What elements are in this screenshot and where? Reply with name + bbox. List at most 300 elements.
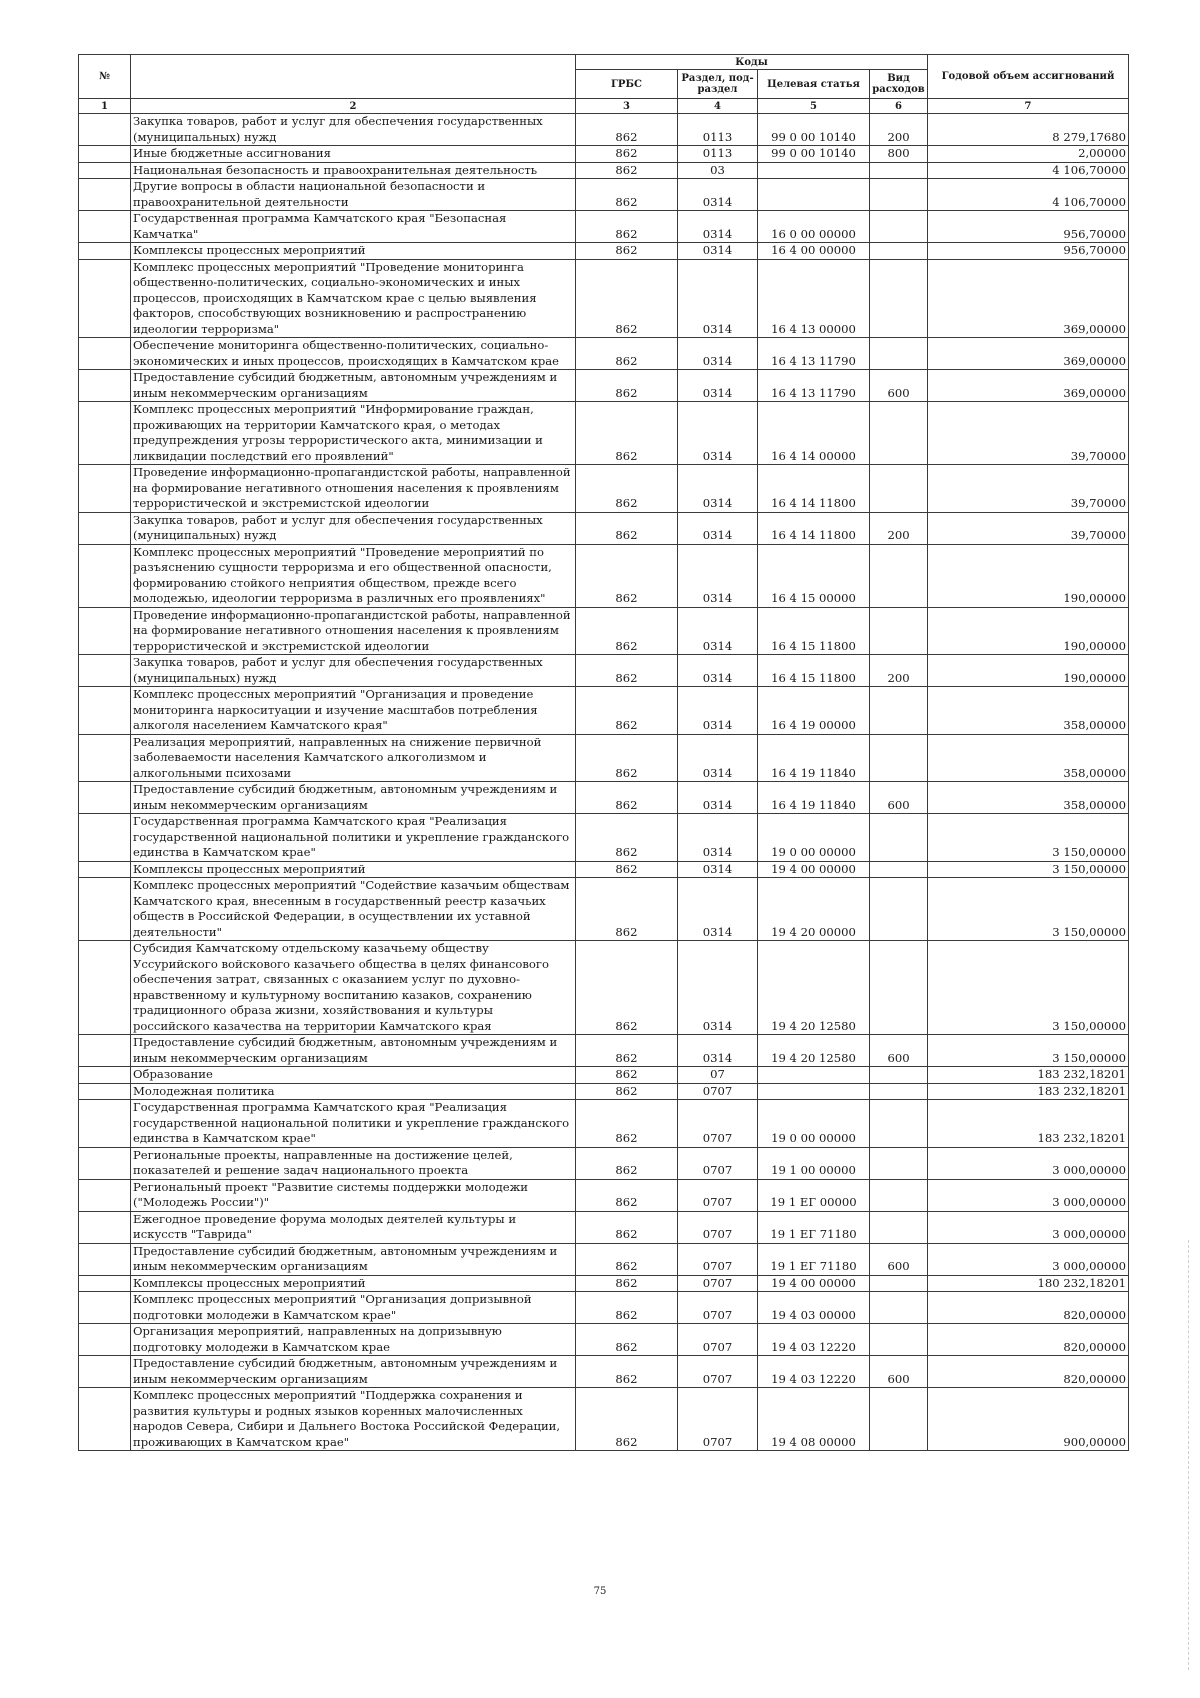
cell-vr: 600 (870, 1356, 928, 1388)
cell-cs: 19 0 00 00000 (758, 1100, 870, 1148)
cell-grbs: 862 (576, 544, 678, 607)
cell-name: Организация мероприятий, направленных на допризывную подготовку молодежи в Камчатском крае (131, 1324, 576, 1356)
cell-name: Комплекс процессных мероприятий "Проведение мониторинга общественно-политических, социально-экономических и иных процессов, происходящих в Камчатском крае с целью выявления факторов, способствующих возникновению и распространению идеологии терроризма" (131, 259, 576, 338)
cell-grbs: 862 (576, 734, 678, 782)
cell-vr (870, 402, 928, 465)
cell-razdel: 0707 (678, 1324, 758, 1356)
cell-vr: 600 (870, 1243, 928, 1275)
table-row (79, 512, 1129, 544)
cell-cs: 19 4 00 00000 (758, 1275, 870, 1292)
cell-vr (870, 607, 928, 655)
cell-number (79, 465, 131, 513)
cell-number (79, 402, 131, 465)
table-row (79, 1147, 1129, 1179)
cell-grbs: 862 (576, 941, 678, 1035)
cell-number (79, 1324, 131, 1356)
cell-cs: 16 4 13 11790 (758, 370, 870, 402)
cell-sum: 358,00000 (928, 734, 1129, 782)
table-row (79, 402, 1129, 465)
cell-name: Предоставление субсидий бюджетным, автономным учреждениям и иным некоммерческим организациям (131, 782, 576, 814)
cell-number (79, 1356, 131, 1388)
header-number: № (79, 55, 131, 99)
cell-sum: 3 150,00000 (928, 861, 1129, 878)
cell-razdel: 0707 (678, 1356, 758, 1388)
table-row (79, 1067, 1129, 1084)
cell-cs: 16 4 00 00000 (758, 243, 870, 260)
col-number-5: 5 (758, 99, 870, 114)
cell-grbs: 862 (576, 1324, 678, 1356)
cell-name: Образование (131, 1067, 576, 1084)
cell-sum: 900,00000 (928, 1388, 1129, 1451)
cell-grbs: 862 (576, 1356, 678, 1388)
cell-cs: 19 1 ЕГ 71180 (758, 1211, 870, 1243)
cell-grbs: 862 (576, 1243, 678, 1275)
table-header (79, 55, 1129, 114)
cell-razdel: 0314 (678, 782, 758, 814)
table-row (79, 211, 1129, 243)
cell-name: Субсидия Камчатскому отдельскому казачьему обществу Уссурийского войскового казачьего общества в целях финансового обеспечения затрат, связанных с оказанием услуг по духовно-нравственному и культурному воспитанию казаков, сохранению традиционного образа жизни, хозяйствования и культуры российского казачества на территории Камчатского края (131, 941, 576, 1035)
table-row (79, 1100, 1129, 1148)
cell-sum: 2,00000 (928, 146, 1129, 163)
cell-razdel: 0113 (678, 146, 758, 163)
cell-grbs: 862 (576, 814, 678, 862)
cell-cs: 99 0 00 10140 (758, 146, 870, 163)
cell-name: Другие вопросы в области национальной безопасности и правоохранительной деятельности (131, 179, 576, 211)
table-row (79, 1243, 1129, 1275)
cell-name: Проведение информационно-пропагандистской работы, направленной на формирование негативного отношения населения к проявлениям террористической и экстремистской идеологии (131, 465, 576, 513)
table-row (79, 1211, 1129, 1243)
header-razdel: Раздел, под-раздел (678, 70, 758, 99)
table-row (79, 734, 1129, 782)
cell-razdel: 07 (678, 1067, 758, 1084)
cell-cs: 16 4 13 11790 (758, 338, 870, 370)
cell-sum: 3 000,00000 (928, 1243, 1129, 1275)
cell-grbs: 862 (576, 211, 678, 243)
cell-razdel: 0314 (678, 512, 758, 544)
cell-razdel: 0707 (678, 1275, 758, 1292)
cell-sum: 3 000,00000 (928, 1211, 1129, 1243)
cell-razdel: 0314 (678, 814, 758, 862)
cell-number (79, 734, 131, 782)
cell-vr: 200 (870, 114, 928, 146)
table-row (79, 465, 1129, 513)
cell-number (79, 179, 131, 211)
cell-razdel: 0707 (678, 1100, 758, 1148)
cell-cs: 16 4 15 11800 (758, 607, 870, 655)
cell-razdel: 0314 (678, 734, 758, 782)
table-row (79, 687, 1129, 735)
cell-name: Закупка товаров, работ и услуг для обеспечения государственных (муниципальных) нужд (131, 655, 576, 687)
cell-vr (870, 878, 928, 941)
cell-vr (870, 243, 928, 260)
cell-name: Комплексы процессных мероприятий (131, 1275, 576, 1292)
header-codes: Коды (576, 55, 928, 70)
cell-cs: 19 4 20 12580 (758, 941, 870, 1035)
cell-vr (870, 687, 928, 735)
cell-sum: 39,70000 (928, 512, 1129, 544)
cell-sum: 190,00000 (928, 607, 1129, 655)
cell-vr (870, 544, 928, 607)
cell-vr (870, 338, 928, 370)
cell-grbs: 862 (576, 1292, 678, 1324)
table-row (79, 782, 1129, 814)
cell-grbs: 862 (576, 607, 678, 655)
cell-vr: 800 (870, 146, 928, 163)
cell-number (79, 211, 131, 243)
cell-vr (870, 211, 928, 243)
col-number-4: 4 (678, 99, 758, 114)
table-row (79, 607, 1129, 655)
cell-cs: 19 4 03 00000 (758, 1292, 870, 1324)
table-row (79, 1179, 1129, 1211)
cell-sum: 3 150,00000 (928, 814, 1129, 862)
budget-table (78, 54, 1129, 1451)
table-body (79, 114, 1129, 1451)
cell-cs: 99 0 00 10140 (758, 114, 870, 146)
cell-cs (758, 1083, 870, 1100)
cell-name: Закупка товаров, работ и услуг для обеспечения государственных (муниципальных) нужд (131, 512, 576, 544)
cell-vr (870, 1179, 928, 1211)
cell-grbs: 862 (576, 878, 678, 941)
cell-razdel: 0707 (678, 1211, 758, 1243)
cell-grbs: 862 (576, 1083, 678, 1100)
cell-razdel: 0314 (678, 941, 758, 1035)
header-cs: Целевая статья (758, 70, 870, 99)
cell-razdel: 0314 (678, 402, 758, 465)
cell-cs: 16 4 19 11840 (758, 734, 870, 782)
cell-grbs: 862 (576, 338, 678, 370)
table-row (79, 1388, 1129, 1451)
cell-number (79, 512, 131, 544)
cell-vr: 200 (870, 512, 928, 544)
cell-cs: 19 4 08 00000 (758, 1388, 870, 1451)
cell-grbs: 862 (576, 146, 678, 163)
cell-name: Государственная программа Камчатского края "Реализация государственной национальной политики и укрепление гражданского единства в Камчатском крае" (131, 1100, 576, 1148)
cell-name: Государственная программа Камчатского края "Реализация государственной национальной политики и укрепление гражданского единства в Камчатском крае" (131, 814, 576, 862)
cell-grbs: 862 (576, 512, 678, 544)
cell-vr (870, 162, 928, 179)
cell-cs: 16 4 19 11840 (758, 782, 870, 814)
cell-sum: 39,70000 (928, 402, 1129, 465)
cell-vr (870, 814, 928, 862)
cell-cs: 16 4 15 11800 (758, 655, 870, 687)
cell-sum: 3 000,00000 (928, 1179, 1129, 1211)
cell-name: Предоставление субсидий бюджетным, автономным учреждениям и иным некоммерческим организациям (131, 1356, 576, 1388)
cell-vr (870, 1324, 928, 1356)
cell-number (79, 941, 131, 1035)
cell-sum: 820,00000 (928, 1292, 1129, 1324)
cell-cs: 19 4 03 12220 (758, 1324, 870, 1356)
table-row (79, 1356, 1129, 1388)
cell-cs: 16 4 14 11800 (758, 512, 870, 544)
cell-vr (870, 941, 928, 1035)
cell-sum: 820,00000 (928, 1324, 1129, 1356)
col-number-7: 7 (928, 99, 1129, 114)
cell-grbs: 862 (576, 402, 678, 465)
cell-vr (870, 179, 928, 211)
table-row (79, 179, 1129, 211)
cell-razdel: 0314 (678, 259, 758, 338)
cell-number (79, 162, 131, 179)
cell-number (79, 861, 131, 878)
cell-razdel: 0314 (678, 179, 758, 211)
cell-razdel: 0314 (678, 211, 758, 243)
cell-razdel: 0314 (678, 655, 758, 687)
table-row (79, 1292, 1129, 1324)
table-row (79, 861, 1129, 878)
cell-number (79, 1083, 131, 1100)
cell-vr (870, 734, 928, 782)
cell-number (79, 544, 131, 607)
cell-number (79, 1292, 131, 1324)
cell-sum: 180 232,18201 (928, 1275, 1129, 1292)
cell-sum: 369,00000 (928, 338, 1129, 370)
cell-cs: 19 0 00 00000 (758, 814, 870, 862)
cell-grbs: 862 (576, 1035, 678, 1067)
table-row (79, 1275, 1129, 1292)
cell-vr (870, 1292, 928, 1324)
cell-number (79, 114, 131, 146)
table-row (79, 544, 1129, 607)
scan-edge-mark (1188, 1240, 1190, 1670)
cell-razdel: 0707 (678, 1179, 758, 1211)
cell-cs: 16 4 14 00000 (758, 402, 870, 465)
cell-number (79, 259, 131, 338)
page-number: 75 (593, 1586, 607, 1597)
cell-sum: 358,00000 (928, 687, 1129, 735)
table-row (79, 655, 1129, 687)
cell-grbs: 862 (576, 687, 678, 735)
cell-sum: 358,00000 (928, 782, 1129, 814)
cell-name: Комплекс процессных мероприятий "Информирование граждан, проживающих на территории Камчатского края, о методах предупреждения угрозы террористического акта, минимизации и ликвидации последствий его проявлений" (131, 402, 576, 465)
cell-number (79, 1035, 131, 1067)
cell-name: Комплекс процессных мероприятий "Содействие казачьим обществам Камчатского края, внесенным в государственный реестр казачьих обществ в Российской Федерации, в осуществлении их уставной деятельности" (131, 878, 576, 941)
table-row (79, 1035, 1129, 1067)
cell-sum: 8 279,17680 (928, 114, 1129, 146)
cell-cs: 16 4 19 00000 (758, 687, 870, 735)
cell-vr: 600 (870, 370, 928, 402)
cell-cs (758, 162, 870, 179)
cell-sum: 4 106,70000 (928, 179, 1129, 211)
cell-cs (758, 179, 870, 211)
cell-vr (870, 1083, 928, 1100)
cell-grbs: 862 (576, 782, 678, 814)
table-row (79, 338, 1129, 370)
cell-grbs: 862 (576, 179, 678, 211)
cell-name: Иные бюджетные ассигнования (131, 146, 576, 163)
cell-grbs: 862 (576, 1100, 678, 1148)
table-row (79, 146, 1129, 163)
cell-number (79, 1275, 131, 1292)
cell-vr (870, 1147, 928, 1179)
header-column-numbers (79, 99, 1129, 114)
cell-name: Комплекс процессных мероприятий "Проведение мероприятий по разъяснению сущности терроризма и его общественной опасности, формированию стойкого неприятия обществом, прежде всего молодежью, идеологии терроризма в различных его проявлениях" (131, 544, 576, 607)
cell-grbs: 862 (576, 1211, 678, 1243)
header-vr: Вид расходов (870, 70, 928, 99)
cell-cs: 19 4 20 12580 (758, 1035, 870, 1067)
cell-number (79, 782, 131, 814)
cell-number (79, 878, 131, 941)
cell-number (79, 146, 131, 163)
cell-grbs: 862 (576, 1388, 678, 1451)
header-volume: Годовой объем ассигнований (928, 55, 1129, 99)
cell-sum: 39,70000 (928, 465, 1129, 513)
cell-vr (870, 1067, 928, 1084)
table-row (79, 1324, 1129, 1356)
cell-name: Предоставление субсидий бюджетным, автономным учреждениям и иным некоммерческим организациям (131, 1243, 576, 1275)
cell-grbs: 862 (576, 861, 678, 878)
cell-razdel: 0314 (678, 338, 758, 370)
table-row (79, 162, 1129, 179)
cell-name: Комплекс процессных мероприятий "Поддержка сохранения и развития культуры и родных языков коренных малочисленных народов Севера, Сибири и Дальнего Востока Российской Федерации, проживающих в Камчатском крае" (131, 1388, 576, 1451)
table-row (79, 243, 1129, 260)
cell-vr (870, 1388, 928, 1451)
cell-number (79, 607, 131, 655)
cell-razdel: 0314 (678, 878, 758, 941)
table-row (79, 114, 1129, 146)
cell-name: Комплекс процессных мероприятий "Организация допризывной подготовки молодежи в Камчатском крае" (131, 1292, 576, 1324)
cell-sum: 3 150,00000 (928, 878, 1129, 941)
cell-grbs: 862 (576, 1179, 678, 1211)
cell-cs: 19 4 00 00000 (758, 861, 870, 878)
cell-number (79, 1100, 131, 1148)
cell-sum: 183 232,18201 (928, 1100, 1129, 1148)
cell-sum: 369,00000 (928, 370, 1129, 402)
cell-vr: 200 (870, 655, 928, 687)
cell-cs: 16 4 13 00000 (758, 259, 870, 338)
cell-razdel: 0314 (678, 861, 758, 878)
cell-grbs: 862 (576, 1067, 678, 1084)
cell-name: Национальная безопасность и правоохранительная деятельность (131, 162, 576, 179)
cell-razdel: 03 (678, 162, 758, 179)
cell-sum: 3 000,00000 (928, 1147, 1129, 1179)
cell-cs: 16 4 15 00000 (758, 544, 870, 607)
cell-name: Комплекс процессных мероприятий "Организация и проведение мониторинга наркоситуации и изучение масштабов потребления алкоголя населением Камчатского края" (131, 687, 576, 735)
cell-razdel: 0707 (678, 1147, 758, 1179)
cell-name: Обеспечение мониторинга общественно-политических, социально-экономических и иных процессов, происходящих в Камчатском крае (131, 338, 576, 370)
cell-vr (870, 1211, 928, 1243)
table-row (79, 941, 1129, 1035)
cell-vr (870, 1275, 928, 1292)
col-number-3: 3 (576, 99, 678, 114)
cell-number (79, 1211, 131, 1243)
table-row (79, 370, 1129, 402)
cell-name: Реализация мероприятий, направленных на снижение первичной заболеваемости населения Камчатского алкоголизмом и алкогольными психозами (131, 734, 576, 782)
cell-name: Региональные проекты, направленные на достижение целей, показателей и решение задач национального проекта (131, 1147, 576, 1179)
table-row (79, 814, 1129, 862)
cell-cs: 16 4 14 11800 (758, 465, 870, 513)
cell-sum: 956,70000 (928, 243, 1129, 260)
cell-vr (870, 1100, 928, 1148)
col-number-1: 1 (79, 99, 131, 114)
cell-cs (758, 1067, 870, 1084)
cell-cs: 16 0 00 00000 (758, 211, 870, 243)
cell-number (79, 1179, 131, 1211)
cell-razdel: 0113 (678, 114, 758, 146)
cell-grbs: 862 (576, 655, 678, 687)
cell-vr: 600 (870, 1035, 928, 1067)
cell-sum: 183 232,18201 (928, 1083, 1129, 1100)
table-row (79, 259, 1129, 338)
cell-razdel: 0314 (678, 465, 758, 513)
cell-grbs: 862 (576, 465, 678, 513)
cell-number (79, 243, 131, 260)
cell-grbs: 862 (576, 259, 678, 338)
cell-cs: 19 4 03 12220 (758, 1356, 870, 1388)
cell-name: Комплексы процессных мероприятий (131, 861, 576, 878)
cell-grbs: 862 (576, 243, 678, 260)
cell-number (79, 1147, 131, 1179)
cell-sum: 3 150,00000 (928, 941, 1129, 1035)
cell-sum: 190,00000 (928, 655, 1129, 687)
cell-razdel: 0314 (678, 243, 758, 260)
table-row (79, 1083, 1129, 1100)
cell-razdel: 0707 (678, 1292, 758, 1324)
cell-sum: 956,70000 (928, 211, 1129, 243)
cell-name: Ежегодное проведение форума молодых деятелей культуры и искусств "Таврида" (131, 1211, 576, 1243)
cell-sum: 3 150,00000 (928, 1035, 1129, 1067)
cell-razdel: 0707 (678, 1083, 758, 1100)
cell-vr: 600 (870, 782, 928, 814)
cell-razdel: 0314 (678, 370, 758, 402)
cell-sum: 4 106,70000 (928, 162, 1129, 179)
header-grbs: ГРБС (576, 70, 678, 99)
cell-name: Предоставление субсидий бюджетным, автономным учреждениям и иным некоммерческим организациям (131, 370, 576, 402)
cell-razdel: 0314 (678, 687, 758, 735)
cell-number (79, 1067, 131, 1084)
cell-grbs: 862 (576, 162, 678, 179)
cell-razdel: 0707 (678, 1243, 758, 1275)
cell-vr (870, 465, 928, 513)
cell-number (79, 1388, 131, 1451)
cell-number (79, 814, 131, 862)
cell-cs: 19 1 ЕГ 71180 (758, 1243, 870, 1275)
cell-sum: 820,00000 (928, 1356, 1129, 1388)
cell-razdel: 0314 (678, 1035, 758, 1067)
cell-name: Предоставление субсидий бюджетным, автономным учреждениям и иным некоммерческим организациям (131, 1035, 576, 1067)
cell-number (79, 370, 131, 402)
cell-name: Проведение информационно-пропагандистской работы, направленной на формирование негативного отношения населения к проявлениям террористической и экстремистской идеологии (131, 607, 576, 655)
cell-grbs: 862 (576, 1275, 678, 1292)
cell-sum: 190,00000 (928, 544, 1129, 607)
header-name (131, 55, 576, 99)
cell-razdel: 0314 (678, 544, 758, 607)
cell-vr (870, 861, 928, 878)
cell-name: Закупка товаров, работ и услуг для обеспечения государственных (муниципальных) нужд (131, 114, 576, 146)
cell-grbs: 862 (576, 1147, 678, 1179)
table-row (79, 878, 1129, 941)
cell-vr (870, 259, 928, 338)
cell-razdel: 0707 (678, 1388, 758, 1451)
cell-name: Молодежная политика (131, 1083, 576, 1100)
cell-name: Государственная программа Камчатского края "Безопасная Камчатка" (131, 211, 576, 243)
cell-sum: 183 232,18201 (928, 1067, 1129, 1084)
cell-number (79, 338, 131, 370)
cell-cs: 19 1 ЕГ 00000 (758, 1179, 870, 1211)
cell-number (79, 687, 131, 735)
col-number-2: 2 (131, 99, 576, 114)
cell-grbs: 862 (576, 370, 678, 402)
cell-name: Региональный проект "Развитие системы поддержки молодежи ("Молодежь России")" (131, 1179, 576, 1211)
cell-grbs: 862 (576, 114, 678, 146)
col-number-6: 6 (870, 99, 928, 114)
cell-cs: 19 1 00 00000 (758, 1147, 870, 1179)
cell-razdel: 0314 (678, 607, 758, 655)
cell-name: Комплексы процессных мероприятий (131, 243, 576, 260)
cell-number (79, 655, 131, 687)
cell-number (79, 1243, 131, 1275)
cell-sum: 369,00000 (928, 259, 1129, 338)
